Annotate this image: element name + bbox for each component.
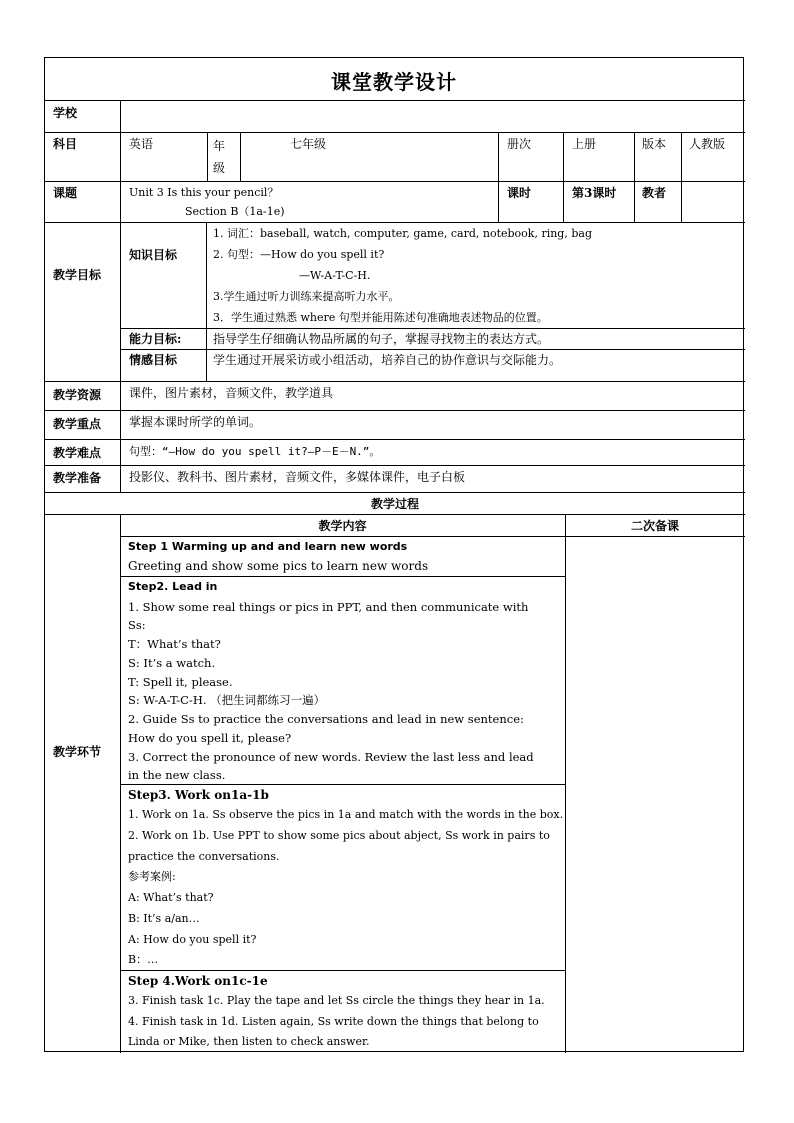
- step2-line: T：What’s that?: [128, 637, 221, 651]
- volume-label: 册次: [507, 137, 532, 151]
- period-label: 课时: [507, 186, 532, 200]
- step2-title: Step2. Lead in: [128, 580, 218, 593]
- subject-value: 英语: [129, 137, 154, 151]
- row-divider: [45, 439, 745, 440]
- edition-label: 版本: [642, 137, 667, 151]
- col-divider: [634, 132, 635, 222]
- step3-line: 1. Work on 1a. Ss observe the pics in 1a and match with the words in the box.: [128, 808, 564, 821]
- col-divider: [120, 181, 121, 492]
- knowledge-line: 2. 句型：—How do you spell it?: [213, 248, 385, 261]
- row-divider: [120, 349, 745, 350]
- topic-line2: Section B（1a-1e): [185, 205, 285, 218]
- step1-line: Greeting and show some pics to learn new words: [128, 559, 429, 573]
- period-value: 第3课时: [572, 186, 617, 200]
- emotion-value: 学生通过开展采访或小组活动，培养自己的协作意识与交际能力。: [213, 353, 562, 367]
- step2-line: Ss:: [128, 618, 146, 632]
- step3-title: Step3. Work on1a-1b: [128, 788, 269, 802]
- row-divider: [45, 222, 745, 223]
- step3-line: practice the conversations.: [128, 850, 280, 863]
- process-header: 教学过程: [370, 497, 419, 511]
- col-divider: [207, 132, 208, 181]
- step2-line: in the new class.: [128, 768, 226, 782]
- page-title: 课堂教学设计: [331, 70, 457, 94]
- subject-label: 科目: [53, 137, 78, 151]
- step4-line: 4. Finish task in 1d. Listen again, Ss write down the things that belong to: [128, 1015, 539, 1028]
- step3-line: A: What’s that?: [128, 891, 214, 904]
- step2-line: 1. Show some real things or pics in PPT, and then communicate with: [128, 600, 529, 614]
- step3-line: B：…: [128, 953, 159, 966]
- row-divider: [120, 576, 565, 577]
- col-divider: [120, 100, 121, 181]
- col-divider: [206, 222, 207, 381]
- emotion-label: 情感目标: [129, 353, 178, 367]
- step2-line: 2. Guide Ss to practice the conversations and lead in new sentence:: [128, 712, 524, 726]
- ability-value: 指导学生仔细确认物品所属的句子，掌握寻找物主的表达方式。: [213, 332, 550, 346]
- step3-line: B: It’s a/an…: [128, 912, 200, 925]
- step4-line: 3. Finish task 1c. Play the tape and let Ss circle the things they hear in 1a.: [128, 994, 545, 1007]
- goals-label: 教学目标: [53, 268, 102, 282]
- col-divider: [565, 514, 566, 1053]
- col-divider: [681, 132, 682, 222]
- preparation-label: 教学准备: [53, 471, 102, 485]
- step3-line: 参考案例:: [128, 870, 176, 883]
- edition-value: 人教版: [689, 137, 726, 151]
- row-divider: [120, 784, 565, 785]
- key-points-label: 教学重点: [53, 417, 102, 431]
- row-divider: [45, 100, 745, 101]
- knowledge-label: 知识目标: [129, 248, 178, 262]
- notes-header: 二次备课: [630, 519, 679, 533]
- col-divider: [240, 132, 241, 181]
- row-divider: [45, 492, 745, 493]
- resources-label: 教学资源: [53, 388, 102, 402]
- step2-line: S: It’s a watch.: [128, 656, 216, 670]
- knowledge-line: —W-A-T-C-H.: [299, 269, 371, 282]
- process-section-label: 教学环节: [53, 745, 102, 759]
- row-divider: [45, 465, 745, 466]
- col-divider: [563, 132, 564, 222]
- row-divider: [45, 410, 745, 411]
- row-divider: [120, 970, 565, 971]
- teacher-label: 教者: [642, 186, 667, 200]
- school-label: 学校: [53, 106, 78, 120]
- row-divider: [45, 514, 745, 515]
- step2-line: 3. Correct the pronounce of new words. Review the last less and lead: [128, 750, 534, 764]
- topic-line1: Unit 3 Is this your pencil？: [129, 186, 279, 199]
- step2-line: S: W-A-T-C-H. （把生词都练习一遍）: [128, 693, 326, 707]
- col-divider: [120, 514, 121, 1053]
- row-divider: [120, 328, 745, 329]
- col-divider: [498, 132, 499, 222]
- content-header: 教学内容: [318, 519, 367, 533]
- step4-title: Step 4.Work on1c-1e: [128, 974, 268, 988]
- knowledge-line: 3.学生通过听力训练来提高听力水平。: [213, 290, 400, 303]
- knowledge-line: 1. 词汇：baseball, watch, computer, game, card, notebook, ring, bag: [213, 227, 592, 240]
- difficulty-value: 句型：“—How do you spell it?—P－E－N.”。: [129, 445, 381, 458]
- step3-line: 2. Work on 1b. Use PPT to show some pics about abject, Ss work in pairs to: [128, 829, 550, 842]
- row-divider: [45, 132, 745, 133]
- resources-value: 课件，图片素材，音频文件，教学道具: [129, 386, 334, 400]
- step2-line: T: Spell it, please.: [128, 675, 233, 689]
- topic-label: 课题: [53, 186, 78, 200]
- preparation-value: 投影仪、教科书、图片素材，音频文件，多媒体课件，电子白板: [129, 470, 466, 484]
- step2-line: How do you spell it, please?: [128, 731, 292, 745]
- ability-label: 能力目标:: [129, 332, 182, 346]
- lesson-plan-table: [44, 57, 744, 1052]
- row-divider: [120, 536, 745, 537]
- difficulty-label: 教学难点: [53, 446, 102, 460]
- knowledge-line: 3．学生通过熟悉 where 句型并能用陈述句准确地表述物品的位置。: [213, 311, 548, 324]
- row-divider: [45, 181, 745, 182]
- grade-value: 七年级: [290, 137, 327, 151]
- volume-value: 上册: [572, 137, 597, 151]
- row-divider: [45, 381, 745, 382]
- key-points-value: 掌握本课时所学的单词。: [129, 415, 262, 429]
- step3-line: A: How do you spell it?: [128, 933, 257, 946]
- step4-line: Linda or Mike, then listen to check answer.: [128, 1035, 370, 1048]
- step1-title: Step 1 Warming up and and learn new words: [128, 540, 408, 553]
- grade-label: 年级: [213, 139, 226, 175]
